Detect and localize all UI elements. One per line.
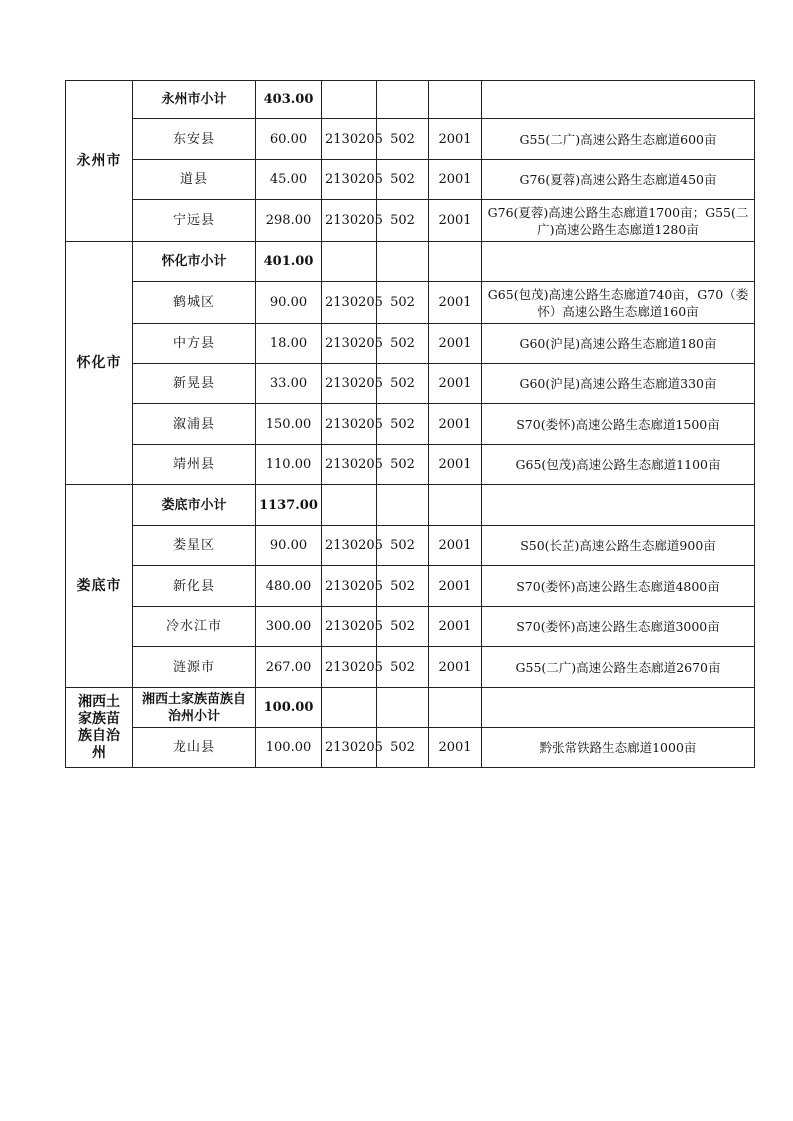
empty-cell [377, 688, 429, 728]
prefecture-cell: 永州市 [66, 81, 133, 242]
empty-cell [322, 688, 377, 728]
county-cell: 冷水江市 [133, 607, 256, 647]
table-row [66, 647, 755, 688]
note-cell: S70(娄怀)高速公路生态廊道4800亩 [482, 566, 755, 607]
empty-cell [482, 688, 755, 728]
code1-cell: 2130205 [322, 324, 377, 364]
amount-cell: 18.00 [256, 324, 322, 364]
empty-cell [377, 242, 429, 282]
county-cell: 鹤城区 [133, 282, 256, 324]
prefecture-label: 湘西土家族苗族自治州 [78, 693, 120, 761]
amount-cell: 110.00 [256, 445, 322, 485]
empty-cell [429, 242, 482, 282]
allocation-table [65, 80, 755, 768]
code2-cell: 502 [377, 728, 429, 768]
code2-cell: 502 [377, 200, 429, 242]
subtotal-row [66, 242, 755, 282]
subtotal-row [66, 81, 755, 119]
code2-cell: 502 [377, 119, 429, 160]
table-row [66, 445, 755, 485]
code3-cell: 2001 [429, 282, 482, 324]
note-cell: G55(二广)高速公路生态廊道600亩 [482, 119, 755, 160]
note-cell: S50(长芷)高速公路生态廊道900亩 [482, 526, 755, 566]
table-row [66, 200, 755, 242]
amount-cell: 60.00 [256, 119, 322, 160]
amount-cell: 33.00 [256, 364, 322, 404]
amount-cell: 90.00 [256, 526, 322, 566]
code3-cell: 2001 [429, 119, 482, 160]
county-cell: 新晃县 [133, 364, 256, 404]
code2-cell: 502 [377, 324, 429, 364]
empty-cell [322, 242, 377, 282]
note-cell: G60(沪昆)高速公路生态廊道180亩 [482, 324, 755, 364]
subtotal-amount: 100.00 [256, 688, 322, 728]
county-cell: 靖州县 [133, 445, 256, 485]
amount-cell: 480.00 [256, 566, 322, 607]
amount-cell: 90.00 [256, 282, 322, 324]
county-cell: 娄星区 [133, 526, 256, 566]
code2-cell: 502 [377, 647, 429, 688]
code3-cell: 2001 [429, 160, 482, 200]
county-cell: 宁远县 [133, 200, 256, 242]
note-cell: G65(包茂)高速公路生态廊道740亩，G70（娄怀）高速公路生态廊道160亩 [482, 282, 755, 324]
table-row [66, 566, 755, 607]
subtotal-row [66, 485, 755, 526]
empty-cell [482, 485, 755, 526]
table-row [66, 364, 755, 404]
code1-cell: 2130205 [322, 566, 377, 607]
empty-cell [322, 81, 377, 119]
county-cell: 新化县 [133, 566, 256, 607]
table-row [66, 160, 755, 200]
county-cell: 中方县 [133, 324, 256, 364]
empty-cell [482, 242, 755, 282]
empty-cell [482, 81, 755, 119]
table-row [66, 526, 755, 566]
code3-cell: 2001 [429, 200, 482, 242]
code3-cell: 2001 [429, 404, 482, 445]
county-cell: 龙山县 [133, 728, 256, 768]
table-row [66, 607, 755, 647]
code1-cell: 2130205 [322, 119, 377, 160]
code1-cell: 2130205 [322, 160, 377, 200]
table-row [66, 282, 755, 324]
amount-cell: 100.00 [256, 728, 322, 768]
note-cell: G60(沪昆)高速公路生态廊道330亩 [482, 364, 755, 404]
note-cell: G55(二广)高速公路生态廊道2670亩 [482, 647, 755, 688]
code3-cell: 2001 [429, 324, 482, 364]
code3-cell: 2001 [429, 526, 482, 566]
note-cell: S70(娄怀)高速公路生态廊道3000亩 [482, 607, 755, 647]
code1-cell: 2130205 [322, 282, 377, 324]
county-cell: 溆浦县 [133, 404, 256, 445]
prefecture-cell [66, 688, 133, 768]
code1-cell: 2130205 [322, 607, 377, 647]
code2-cell: 502 [377, 364, 429, 404]
note-cell: G76(夏蓉)高速公路生态廊道450亩 [482, 160, 755, 200]
subtotal-label: 湘西土家族苗族自治州小计 [133, 688, 256, 728]
table-body [66, 81, 755, 768]
code3-cell: 2001 [429, 566, 482, 607]
empty-cell [429, 485, 482, 526]
code3-cell: 2001 [429, 364, 482, 404]
table-row [66, 728, 755, 768]
amount-cell: 298.00 [256, 200, 322, 242]
code3-cell: 2001 [429, 445, 482, 485]
code2-cell: 502 [377, 282, 429, 324]
table-row [66, 119, 755, 160]
code2-cell: 502 [377, 566, 429, 607]
table-row [66, 324, 755, 364]
code2-cell: 502 [377, 404, 429, 445]
note-cell: 黔张常铁路生态廊道1000亩 [482, 728, 755, 768]
empty-cell [322, 485, 377, 526]
subtotal-amount: 1137.00 [256, 485, 322, 526]
code3-cell: 2001 [429, 607, 482, 647]
empty-cell [377, 81, 429, 119]
code3-cell: 2001 [429, 728, 482, 768]
code1-cell: 2130205 [322, 445, 377, 485]
code1-cell: 2130205 [322, 364, 377, 404]
county-cell: 涟源市 [133, 647, 256, 688]
county-cell: 道县 [133, 160, 256, 200]
code1-cell: 2130205 [322, 647, 377, 688]
code3-cell: 2001 [429, 647, 482, 688]
empty-cell [377, 485, 429, 526]
subtotal-row [66, 688, 755, 728]
subtotal-label: 怀化市小计 [133, 242, 256, 282]
subtotal-amount: 401.00 [256, 242, 322, 282]
prefecture-cell: 娄底市 [66, 485, 133, 688]
code1-cell: 2130205 [322, 404, 377, 445]
table-row [66, 404, 755, 445]
empty-cell [429, 81, 482, 119]
code2-cell: 502 [377, 607, 429, 647]
subtotal-amount: 403.00 [256, 81, 322, 119]
amount-cell: 45.00 [256, 160, 322, 200]
note-cell: G65(包茂)高速公路生态廊道1100亩 [482, 445, 755, 485]
note-cell: G76(夏蓉)高速公路生态廊道1700亩；G55(二广)高速公路生态廊道1280亩 [482, 200, 755, 242]
subtotal-label: 永州市小计 [133, 81, 256, 119]
prefecture-cell: 怀化市 [66, 242, 133, 485]
empty-cell [429, 688, 482, 728]
code1-cell: 2130205 [322, 526, 377, 566]
code1-cell: 2130205 [322, 200, 377, 242]
amount-cell: 150.00 [256, 404, 322, 445]
code2-cell: 502 [377, 445, 429, 485]
amount-cell: 267.00 [256, 647, 322, 688]
subtotal-label: 娄底市小计 [133, 485, 256, 526]
code1-cell: 2130205 [322, 728, 377, 768]
amount-cell: 300.00 [256, 607, 322, 647]
code2-cell: 502 [377, 160, 429, 200]
note-cell: S70(娄怀)高速公路生态廊道1500亩 [482, 404, 755, 445]
county-cell: 东安县 [133, 119, 256, 160]
code2-cell: 502 [377, 526, 429, 566]
